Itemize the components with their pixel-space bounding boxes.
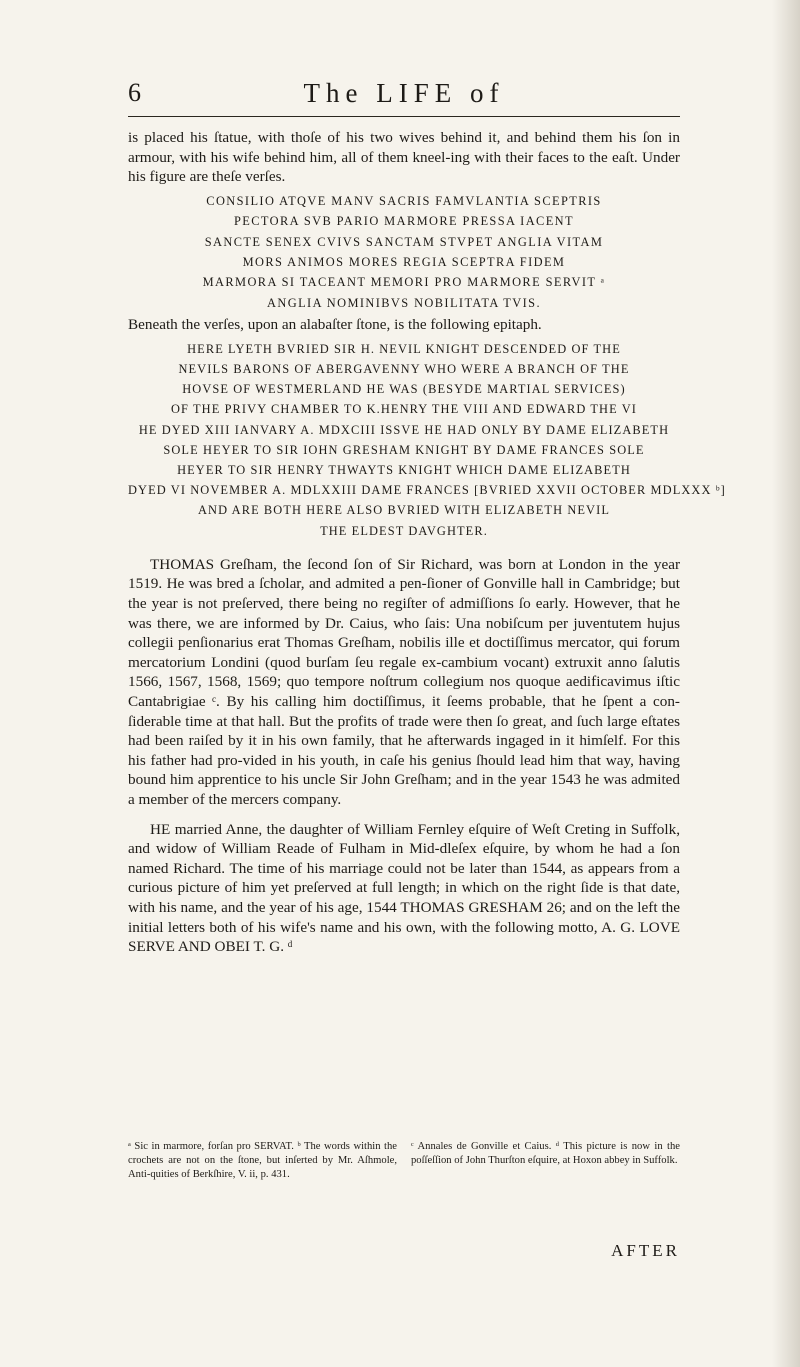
page-edge-shadow — [772, 0, 800, 1367]
footnotes-left — [128, 1140, 397, 1182]
epitaph-line: HE DYED XIII IANVARY A. MDXCIII ISSVE HE HAD ONLY BY DAME ELIZABETH — [138, 422, 670, 437]
header-rule — [128, 116, 680, 117]
inscription-line: MORS ANIMOS MORES REGIA SCEPTRA FIDEM — [242, 255, 566, 269]
epitaph-line: THE ELDEST DAVGHTER. — [320, 523, 488, 538]
epitaph-line: OF THE PRIVY CHAMBER TO K.HENRY THE VIII AND EDWARD THE VI — [170, 402, 638, 417]
footnote-text: ᶜ Annales de Gonville et Caius. ᵈ This picture is now in the poſſeſſion of John Thurſton eſquire, at Hoxon abbey in Suffolk. — [411, 1141, 680, 1166]
paragraph-marriage: HE married Anne, the daughter of William Fernley eſquire of Weſt Creting in Suffolk, and widow of William Reade of Fulham in Mid-dleſex eſquire, by whom he had a ſon named Richard. The time of his marriage could not be later than 1544, as appears from a curious picture of him yet preſerved at full length; in which on the right ſide is that date, with his name, and the year of his age, 1544 THOMAS GRESHAM 26; and on the left the initial letters both of his wife's name and his own, with the following motto, A. G. LOVE SERVE AND OBEI T. G. ᵈ — [128, 820, 680, 956]
page-number: 6 — [128, 78, 141, 107]
epitaph-intro: Beneath the verſes, upon an alabaſter ſtone, is the following epitaph. — [128, 316, 542, 334]
epitaph-line: NEVILS BARONS OF ABERGAVENNY WHO WERE A BRANCH OF THE — [178, 362, 630, 377]
footnotes-right — [411, 1140, 680, 1182]
epitaph — [128, 339, 726, 541]
inscription-line: MARMORA SI TACEANT MEMORI PRO MARMORE SERVIT ᵃ — [202, 275, 606, 290]
epitaph-line: AND ARE BOTH HERE ALSO BVRIED WITH ELIZABETH NEVIL — [198, 503, 610, 518]
running-title: The LIFE of — [303, 78, 505, 108]
catchword: AFTER — [611, 1241, 680, 1260]
epitaph-line: HOVSE OF WESTMERLAND HE WAS (BESYDE MARTIAL SERVICES) — [182, 382, 626, 397]
page-body — [128, 128, 726, 957]
footnote-text: ᵃ Sic in marmore, forſan pro SERVAT. ᵇ The words within the crochets are not on the ſtone, but inſerted by Mr. Aſhmole, Anti-quities of Berkſhire, V. ii, p. 431. — [128, 1141, 397, 1180]
footnotes — [128, 1140, 680, 1182]
inscription-line: ANGLIA NOMINIBVS NOBILITATA TVIS. — [267, 295, 541, 310]
epitaph-line: SOLE HEYER TO SIR IOHN GRESHAM KNIGHT BY DAME FRANCES SOLE — [163, 442, 645, 457]
inscription-line: SANCTE SENEX CVIVS SANCTAM STVPET ANGLIA VITAM — [204, 234, 604, 249]
epitaph-line: HEYER TO SIR HENRY THWAYTS KNIGHT WHICH DAME ELIZABETH — [177, 463, 631, 478]
epitaph-line: HERE LYETH BVRIED SIR H. NEVIL KNIGHT DESCENDED OF THE — [187, 341, 621, 356]
epitaph-line: DYED VI NOVEMBER A. MDLXXIII DAME FRANCES [BVRIED XXVII OCTOBER MDLXXX ᵇ] — [128, 483, 726, 498]
latin-inscription — [128, 191, 680, 313]
inscription-line: CONSILIO ATQVE MANV SACRIS FAMVLANTIA SCEPTRIS — [206, 193, 602, 208]
intro-paragraph: is placed his ſtatue, with thoſe of his two wives behind it, and behind them his ſon in armour, with his wife behind him, all of them kneel-ing with their faces to the eaſt. Under his figure are theſe verſes. — [128, 129, 680, 186]
inscription-line: PECTORA SVB PARIO MARMORE PRESSA IACENT — [234, 214, 574, 229]
page-header — [128, 78, 680, 114]
paragraph-birth: THOMAS Greſham, the ſecond ſon of Sir Richard, was born at London in the year 1519. He was bred a ſcholar, and admited a pen-ſioner of Gonville hall in Cambridge; but the year is not preſerved, there being no regiſter of admiſſions ſo early. However, that he was there, we are informed by Dr. Caius, who ſais: Una nobiſcum per juventutem hujus collegii penſionarius erat Thomas Greſham, nobilis ille et doctiſſimus mercator, qui forum mercatorium Londini (quod burſam ſeu regale ex-cambium vocant) extruxit anno ſalutis 1566, 1567, 1568, 1569; quo tempore noſtrum collegium nos quoque aedificavimus iſtic Cantabrigiae ᶜ. By his calling him doctiſſimus, it ſeems probable, that he ſpent a con-ſiderable time at that hall. But the profits of trade were then ſo great, and ſuch large eſtates had been raiſed by it in his own family, that he afterwards ingaged in it himſelf. For this his father had pro-vided in his youth, in caſe his genius ſhould lead him that way, having bound him apprentice to his uncle Sir John Greſham; and in the year 1543 he was admited a member of the mercers company. — [128, 555, 680, 808]
